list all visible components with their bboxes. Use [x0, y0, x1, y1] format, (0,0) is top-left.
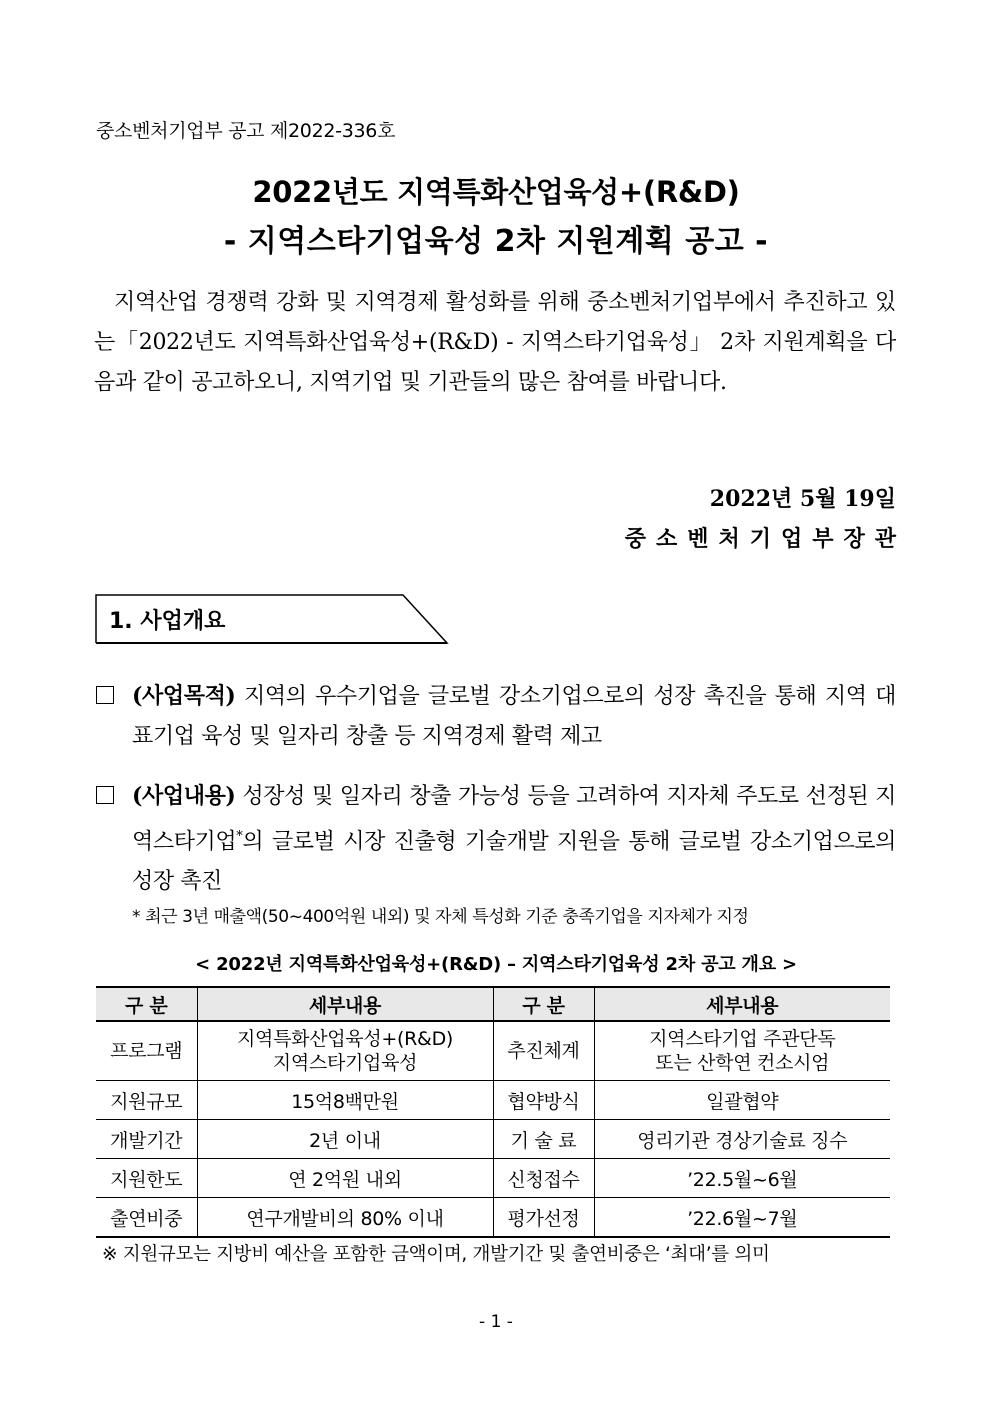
row-value: ’22.5월~6월	[594, 1159, 890, 1198]
checkbox-square-icon	[96, 686, 114, 704]
purpose-text: 지역의 우수기업을 글로벌 강소기업으로의 성장 촉진을 통해 지역 대표기업 육성 및 일자리 창출 등 지역경제 활력 제고	[132, 684, 897, 749]
purpose-label: (사업목적)	[132, 683, 236, 709]
row-value: 연 2억원 내외	[197, 1159, 493, 1198]
row-key: 프로그램	[96, 1021, 197, 1081]
announcement-date: 2022년 5월 19일	[709, 486, 896, 512]
remark-note: ※ 지원규모는 지방비 예산을 포함한 금액이며, 개발기간 및 출연비중은 ‘최대’를 의미	[102, 1244, 770, 1265]
intro-paragraph	[94, 283, 896, 403]
row-value	[197, 1021, 493, 1081]
column-header: 세부내용	[594, 987, 890, 1021]
table-row	[96, 1081, 890, 1120]
row-key: 신청접수	[493, 1159, 594, 1198]
row-key: 지원규모	[96, 1081, 197, 1120]
column-header: 구 분	[493, 987, 594, 1021]
page-number: - 1 -	[479, 1312, 513, 1332]
row-value: 연구개발비의 80% 이내	[197, 1198, 493, 1238]
content-text-a: 성장성 및 일자리 창출 가능성 등을 고려하여 지자체 주도로 선정된 지역스타기업	[132, 784, 897, 855]
content-label: (사업내용)	[132, 783, 236, 809]
table-row	[96, 1159, 890, 1198]
row-key: 출연비중	[96, 1198, 197, 1238]
table-row	[96, 1120, 890, 1159]
row-key: 평가선정	[493, 1198, 594, 1238]
row-value-line: 또는 산학연 컨소시엄	[655, 1052, 830, 1074]
table-caption: < 2022년 지역특화산업육성+(R&D) – 지역스타기업육성 2차 공고 개요 >	[195, 954, 797, 975]
row-value-line: 지역스타기업 주관단독	[649, 1028, 836, 1050]
notice-number: 중소벤처기업부 공고 제2022-336호	[96, 120, 396, 142]
page-title: 2022년도 지역특화산업육성+(R&D)	[252, 175, 740, 209]
overview-table	[96, 986, 890, 1238]
page-subtitle: - 지역스타기업육성 2차 지원계획 공고 -	[223, 224, 769, 259]
footnote: * 최근 3년 매출액(50~400억원 내외) 및 자체 특성화 기준 충족기업을 지자체가 지정	[132, 907, 749, 927]
row-value: 2년 이내	[197, 1120, 493, 1159]
checkbox-square-icon	[96, 786, 114, 804]
section-heading-label: 1. 사업개요	[109, 609, 226, 634]
content-item	[96, 776, 896, 902]
row-value-line: 지역스타기업육성	[272, 1052, 418, 1074]
row-value-line: 지역특화산업육성+(R&D)	[236, 1028, 454, 1050]
content-text-b: 의 글로벌 시장 진출형 기술개발 지원을 통해 글로벌 강소기업으로의 성장 촉진	[132, 829, 896, 895]
table-row	[96, 1021, 890, 1081]
footnote-marker: *	[236, 829, 243, 844]
intro-text: 지역산업 경쟁력 강화 및 지역경제 활성화를 위해 중소벤처기업부에서 추진하고 있는「2022년도 지역특화산업육성+(R&D) - 지역스타기업육성」 2차 지원계획을 다음과 같이 공고하오니, 지역기업 및 기관들의 많은 참여를 바랍니다.	[94, 290, 896, 395]
purpose-item	[96, 676, 896, 757]
issuer-name: 중소벤처기업부장관	[624, 526, 906, 552]
row-value: 영리기관 경상기술료 징수	[594, 1120, 890, 1159]
row-key: 개발기간	[96, 1120, 197, 1159]
row-value: ’22.6월~7월	[594, 1198, 890, 1238]
row-key: 지원한도	[96, 1159, 197, 1198]
table-row	[96, 1198, 890, 1238]
row-value: 일괄협약	[594, 1081, 890, 1120]
column-header: 구 분	[96, 987, 197, 1021]
row-key: 추진체계	[493, 1021, 594, 1081]
section-heading	[95, 594, 449, 644]
row-key: 협약방식	[493, 1081, 594, 1120]
row-value	[594, 1021, 890, 1081]
row-value: 15억8백만원	[197, 1081, 493, 1120]
row-key: 기 술 료	[493, 1120, 594, 1159]
column-header: 세부내용	[197, 987, 493, 1021]
table-header-row	[96, 987, 890, 1021]
